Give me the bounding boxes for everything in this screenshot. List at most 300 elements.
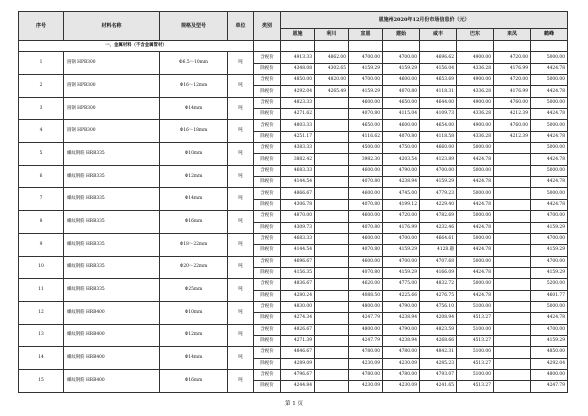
item-spec: Φ10mm: [160, 301, 228, 324]
header-city: 鹤峰: [531, 29, 568, 41]
price-cell: [494, 233, 531, 244]
price-cell: 4247.79: [531, 381, 568, 392]
item-tax-type: 含税价: [254, 165, 281, 176]
price-cell: [315, 222, 349, 233]
price-cell: [315, 188, 349, 199]
price-cell: 4424.78: [531, 313, 568, 324]
price-cell: 4166.09: [420, 267, 457, 278]
item-spec: Φ14mm: [160, 97, 228, 120]
price-cell: 4176.99: [494, 63, 531, 74]
price-cell: 4118.31: [420, 86, 457, 97]
price-cell: 4268.66: [420, 335, 457, 346]
price-cell: 4225.66: [383, 290, 420, 301]
price-cell: 4159.29: [531, 335, 568, 346]
price-cell: 4241.65: [420, 381, 457, 392]
header-spec: 规格及型号: [160, 12, 228, 41]
item-material-name: 圆钢 HPB300: [64, 97, 160, 120]
table-row: [19, 369, 568, 380]
price-cell: 4109.73: [420, 109, 457, 120]
price-cell: 4070.80: [349, 177, 383, 188]
price-cell: [494, 199, 531, 210]
price-cell: 4780.00: [349, 369, 383, 380]
item-tax-type: 含税价: [254, 143, 281, 154]
item-material-name: 螺纹钢筋 HRB400: [64, 301, 160, 324]
price-cell: 4302.65: [315, 63, 349, 74]
price-cell: [315, 120, 349, 131]
item-tax-type: 除税价: [254, 63, 281, 74]
price-cell: 4500.00: [349, 143, 383, 154]
header-row: [19, 12, 568, 29]
price-cell: [315, 143, 349, 154]
item-seq: 15: [19, 369, 64, 392]
item-spec: Φ10mm: [160, 143, 228, 166]
price-cell: 4750.00: [383, 143, 420, 154]
price-cell: 4720.00: [494, 52, 531, 63]
price-cell: 4842.31: [420, 347, 457, 358]
item-spec: Φ16～18mm: [160, 120, 228, 143]
price-cell: 4070.80: [349, 222, 383, 233]
price-cell: 4660.00: [420, 143, 457, 154]
price-cell: 4276.75: [420, 290, 457, 301]
header-city: 来凤: [494, 29, 531, 41]
price-cell: 4144.54: [281, 177, 315, 188]
price-cell: 4271.62: [281, 109, 315, 120]
price-cell: 4176.99: [383, 222, 420, 233]
price-table: [18, 11, 568, 393]
price-cell: 4156.35: [281, 267, 315, 278]
price-cell: 5000.00: [531, 52, 568, 63]
price-cell: 4159.29: [420, 177, 457, 188]
table-row: [19, 75, 568, 86]
table-row: [19, 324, 568, 335]
table-row: [19, 347, 568, 358]
item-material-name: 螺纹钢筋 HRB335: [64, 256, 160, 279]
price-cell: [494, 267, 531, 278]
price-cell: 4866.67: [281, 188, 315, 199]
price-cell: 4144.54: [281, 245, 315, 256]
price-cell: 4118.58: [420, 131, 457, 142]
price-cell: 4790.00: [383, 301, 420, 312]
price-cell: 4348.08: [281, 63, 315, 74]
item-unit: 吨: [228, 75, 254, 98]
price-cell: 4700.00: [531, 256, 568, 267]
price-cell: 4900.00: [457, 52, 494, 63]
price-cell: 4285.23: [420, 358, 457, 369]
price-cell: [494, 165, 531, 176]
header-city: 建始: [383, 29, 420, 41]
header-city: 恩施: [281, 29, 315, 41]
price-cell: 4653.69: [420, 75, 457, 86]
page-number: 第 1 页: [285, 401, 303, 407]
price-cell: [494, 358, 531, 369]
item-unit: 吨: [228, 324, 254, 347]
price-cell: 4700.00: [383, 233, 420, 244]
price-cell: 4159.29: [349, 63, 383, 74]
price-cell: [494, 279, 531, 290]
price-cell: 4700.00: [383, 256, 420, 267]
price-cell: 4796.67: [281, 369, 315, 380]
price-cell: 4309.73: [281, 222, 315, 233]
price-cell: [315, 97, 349, 108]
item-seq: 13: [19, 324, 64, 347]
price-cell: [315, 369, 349, 380]
price-cell: [494, 177, 531, 188]
price-cell: 4424.78: [531, 86, 568, 97]
price-cell: 4800.00: [531, 369, 568, 380]
item-seq: 3: [19, 97, 64, 120]
price-cell: [315, 256, 349, 267]
price-cell: 4654.00: [420, 120, 457, 131]
item-material-name: 螺纹钢筋 HRB335: [64, 165, 160, 188]
item-tax-type: 含税价: [254, 347, 281, 358]
price-cell: 4760.00: [494, 97, 531, 108]
price-cell: [315, 131, 349, 142]
price-cell: 4707.68: [420, 256, 457, 267]
item-spec: Φ18～22mm: [160, 233, 228, 256]
price-cell: 4745.00: [383, 188, 420, 199]
price-cell: 4644.00: [420, 97, 457, 108]
price-cell: 4159.29: [531, 267, 568, 278]
price-cell: 4800.00: [349, 301, 383, 312]
header-city: 宣恩: [349, 29, 383, 41]
price-cell: 4850.00: [281, 75, 315, 86]
price-cell: 4836.67: [281, 279, 315, 290]
price-cell: 4424.78: [531, 63, 568, 74]
item-material-name: 螺纹钢筋 HRB335: [64, 143, 160, 166]
header-city: 巴东: [457, 29, 494, 41]
item-seq: 5: [19, 143, 64, 166]
table-row: [19, 52, 568, 63]
price-cell: 4230.09: [383, 381, 420, 392]
price-cell: 5000.00: [457, 188, 494, 199]
price-cell: [494, 324, 531, 335]
price-cell: 4159.29: [531, 245, 568, 256]
price-cell: 4700.00: [420, 165, 457, 176]
item-tax-type: 除税价: [254, 86, 281, 97]
item-tax-type: 除税价: [254, 154, 281, 165]
price-cell: 4070.80: [349, 267, 383, 278]
price-cell: [315, 154, 349, 165]
item-spec: Φ16mm: [160, 211, 228, 234]
price-cell: 4247.79: [349, 335, 383, 346]
price-cell: 4683.33: [281, 165, 315, 176]
item-seq: 4: [19, 120, 64, 143]
price-cell: 4760.00: [494, 120, 531, 131]
price-cell: [315, 109, 349, 120]
price-cell: 4650.00: [383, 97, 420, 108]
item-material-name: 螺纹钢筋 HRB400: [64, 324, 160, 347]
price-cell: 4156.04: [420, 63, 457, 74]
price-cell: 4159.29: [383, 245, 420, 256]
price-cell: 5000.00: [457, 143, 494, 154]
price-cell: 4424.78: [457, 267, 494, 278]
price-cell: 5000.00: [531, 188, 568, 199]
item-material-name: 螺纹钢筋 HRB400: [64, 347, 160, 370]
price-cell: 4696.62: [420, 52, 457, 63]
price-cell: 4336.28: [457, 131, 494, 142]
header-unit: 单位: [228, 12, 254, 41]
price-cell: 5000.00: [531, 301, 568, 312]
price-cell: 4600.00: [383, 75, 420, 86]
table-row: [19, 97, 568, 108]
price-cell: 4244.84: [281, 381, 315, 392]
price-cell: 4700.00: [531, 211, 568, 222]
price-cell: [315, 199, 349, 210]
price-cell: 4424.78: [531, 199, 568, 210]
price-cell: 5100.00: [457, 324, 494, 335]
item-seq: 1: [19, 52, 64, 75]
price-cell: [315, 165, 349, 176]
section-title: 一、金属材料（不含金属管材）: [19, 41, 254, 52]
price-cell: 4292.04: [281, 86, 315, 97]
item-spec: Φ25mm: [160, 279, 228, 302]
item-seq: 11: [19, 279, 64, 302]
price-cell: 5100.00: [457, 301, 494, 312]
item-tax-type: 含税价: [254, 324, 281, 335]
price-cell: [315, 347, 349, 358]
price-cell: [494, 335, 531, 346]
price-cell: 4720.00: [494, 75, 531, 86]
header-seq: 序号: [19, 12, 64, 41]
item-seq: 12: [19, 301, 64, 324]
item-tax-type: 含税价: [254, 188, 281, 199]
price-cell: 4336.28: [457, 109, 494, 120]
price-cell: 4070.80: [349, 109, 383, 120]
item-tax-type: 除税价: [254, 358, 281, 369]
price-cell: 4159.29: [531, 222, 568, 233]
price-cell: 4600.00: [349, 188, 383, 199]
price-cell: 4070.80: [383, 86, 420, 97]
price-cell: 4251.17: [281, 131, 315, 142]
price-cell: 4600.00: [349, 233, 383, 244]
item-unit: 吨: [228, 165, 254, 188]
price-cell: 5000.00: [457, 165, 494, 176]
item-spec: Φ16mm: [160, 369, 228, 392]
price-table-sheet: [18, 11, 567, 393]
price-cell: 4700.00: [383, 52, 420, 63]
price-cell: 4424.78: [531, 109, 568, 120]
price-cell: [315, 245, 349, 256]
item-spec: Φ6.5～10mm: [160, 52, 228, 75]
item-tax-type: 除税价: [254, 313, 281, 324]
item-spec: Φ12mm: [160, 165, 228, 188]
item-tax-type: 含税价: [254, 120, 281, 131]
price-cell: 4782.69: [420, 211, 457, 222]
price-cell: 4265.49: [315, 86, 349, 97]
price-cell: 4900.00: [457, 75, 494, 86]
table-row: [19, 301, 568, 312]
price-cell: [315, 211, 349, 222]
price-cell: 4830.00: [281, 301, 315, 312]
price-cell: [494, 256, 531, 267]
price-cell: 4600.00: [383, 120, 420, 131]
table-row: [19, 233, 568, 244]
table-row: [19, 188, 568, 199]
header-material-name: 材料名称: [64, 12, 160, 41]
price-cell: 4088.50: [349, 290, 383, 301]
price-cell: 3882.42: [281, 154, 315, 165]
price-cell: 4289.09: [281, 358, 315, 369]
item-material-name: 圆钢 HPB300: [64, 52, 160, 75]
price-cell: 5100.00: [457, 369, 494, 380]
item-material-name: 螺纹钢筋 HRB335: [64, 279, 160, 302]
price-cell: 4424.78: [457, 154, 494, 165]
price-cell: 5000.00: [531, 143, 568, 154]
price-cell: 4230.09: [349, 358, 383, 369]
item-unit: 吨: [228, 369, 254, 392]
price-cell: 4870.00: [281, 211, 315, 222]
price-cell: 4650.00: [349, 120, 383, 131]
price-cell: [494, 369, 531, 380]
item-unit: 吨: [228, 211, 254, 234]
price-cell: 4229.40: [420, 199, 457, 210]
price-cell: 4271.39: [281, 335, 315, 346]
price-cell: 4238.94: [383, 177, 420, 188]
price-cell: [494, 188, 531, 199]
price-cell: 4775.00: [383, 279, 420, 290]
price-cell: [494, 154, 531, 165]
price-cell: 4115.04: [383, 109, 420, 120]
price-cell: 4424.78: [457, 199, 494, 210]
price-cell: 5000.00: [457, 279, 494, 290]
price-cell: 4793.07: [420, 369, 457, 380]
item-tax-type: 除税价: [254, 381, 281, 392]
price-cell: 4424.78: [457, 177, 494, 188]
price-cell: 5100.00: [457, 347, 494, 358]
price-cell: 4700.00: [531, 233, 568, 244]
item-tax-type: 除税价: [254, 290, 281, 301]
price-cell: 4383.33: [281, 143, 315, 154]
item-tax-type: 除税价: [254, 222, 281, 233]
price-cell: 4424.78: [531, 131, 568, 142]
item-material-name: 圆钢 HPB300: [64, 120, 160, 143]
price-cell: 4513.27: [457, 358, 494, 369]
item-seq: 14: [19, 347, 64, 370]
table-row: [19, 143, 568, 154]
item-tax-type: 除税价: [254, 267, 281, 278]
price-cell: [315, 290, 349, 301]
price-cell: 4238.94: [383, 335, 420, 346]
price-cell: 4424.78: [457, 222, 494, 233]
price-cell: 5000.00: [531, 120, 568, 131]
price-cell: 4820.00: [315, 75, 349, 86]
price-cell: 4803.33: [281, 120, 315, 131]
price-cell: 5000.00: [457, 211, 494, 222]
price-cell: 4900.00: [457, 97, 494, 108]
price-cell: 5000.00: [457, 256, 494, 267]
price-cell: 4700.00: [349, 75, 383, 86]
price-cell: 4800.00: [349, 324, 383, 335]
item-tax-type: 含税价: [254, 75, 281, 86]
item-unit: 吨: [228, 143, 254, 166]
price-cell: 4336.28: [457, 86, 494, 97]
price-cell: 4700.00: [349, 52, 383, 63]
price-cell: [494, 381, 531, 392]
item-tax-type: 含税价: [254, 52, 281, 63]
price-cell: 4756.10: [420, 301, 457, 312]
item-spec: Φ14mm: [160, 188, 228, 211]
price-cell: 4116.62: [349, 131, 383, 142]
price-cell: 4159.29: [383, 267, 420, 278]
item-material-name: 螺纹钢筋 HRB335: [64, 211, 160, 234]
item-tax-type: 含税价: [254, 301, 281, 312]
price-cell: 4212.39: [494, 131, 531, 142]
price-cell: 4247.79: [349, 313, 383, 324]
item-tax-type: 含税价: [254, 256, 281, 267]
item-unit: 吨: [228, 301, 254, 324]
price-cell: 3982.30: [349, 154, 383, 165]
section-row: [19, 41, 568, 52]
table-row: [19, 279, 568, 290]
item-tax-type: 含税价: [254, 279, 281, 290]
item-spec: Φ14mm: [160, 347, 228, 370]
item-tax-type: 含税价: [254, 97, 281, 108]
item-spec: Φ20～22mm: [160, 256, 228, 279]
price-cell: 5000.00: [531, 165, 568, 176]
item-tax-type: 除税价: [254, 131, 281, 142]
item-unit: 吨: [228, 347, 254, 370]
price-cell: [494, 313, 531, 324]
price-cell: 4600.00: [349, 97, 383, 108]
price-cell: 4513.27: [457, 381, 494, 392]
price-cell: 4292.04: [531, 358, 568, 369]
item-material-name: 圆钢 HPB300: [64, 75, 160, 98]
item-unit: 吨: [228, 120, 254, 143]
item-tax-type: 含税价: [254, 211, 281, 222]
item-unit: 吨: [228, 97, 254, 120]
price-cell: [494, 301, 531, 312]
price-cell: [315, 358, 349, 369]
price-cell: 4230.09: [349, 381, 383, 392]
price-cell: [315, 335, 349, 346]
price-cell: 5200.00: [531, 279, 568, 290]
item-seq: 2: [19, 75, 64, 98]
price-cell: [315, 267, 349, 278]
price-cell: [494, 347, 531, 358]
price-cell: 4780.00: [383, 347, 420, 358]
price-cell: 5000.00: [531, 97, 568, 108]
header-region-price: 恩施州2020年12月份市场信息价（元）: [281, 12, 568, 29]
price-cell: 4176.99: [494, 86, 531, 97]
item-unit: 吨: [228, 233, 254, 256]
price-cell: 4826.67: [281, 324, 315, 335]
price-cell: 4159.29: [383, 63, 420, 74]
price-cell: 4720.00: [383, 211, 420, 222]
price-cell: 4199.12: [383, 199, 420, 210]
price-cell: 4900.00: [457, 120, 494, 131]
item-material-name: 螺纹钢筋 HRB400: [64, 369, 160, 392]
price-cell: [315, 279, 349, 290]
price-cell: 4790.00: [383, 324, 420, 335]
price-cell: 4306.78: [281, 199, 315, 210]
item-tax-type: 除税价: [254, 199, 281, 210]
price-cell: 4600.00: [349, 165, 383, 176]
price-cell: 4424.78: [457, 245, 494, 256]
item-tax-type: 含税价: [254, 233, 281, 244]
price-cell: 4424.78: [531, 177, 568, 188]
price-cell: [494, 245, 531, 256]
table-row: [19, 256, 568, 267]
header-city: 咸丰: [420, 29, 457, 41]
price-cell: 4238.94: [383, 313, 420, 324]
price-cell: 4123.89: [420, 154, 457, 165]
price-cell: 4823.59: [420, 324, 457, 335]
price-cell: 4850.00: [531, 347, 568, 358]
price-cell: 4790.00: [383, 165, 420, 176]
price-cell: 4600.00: [349, 256, 383, 267]
price-cell: [494, 222, 531, 233]
price-cell: [315, 313, 349, 324]
